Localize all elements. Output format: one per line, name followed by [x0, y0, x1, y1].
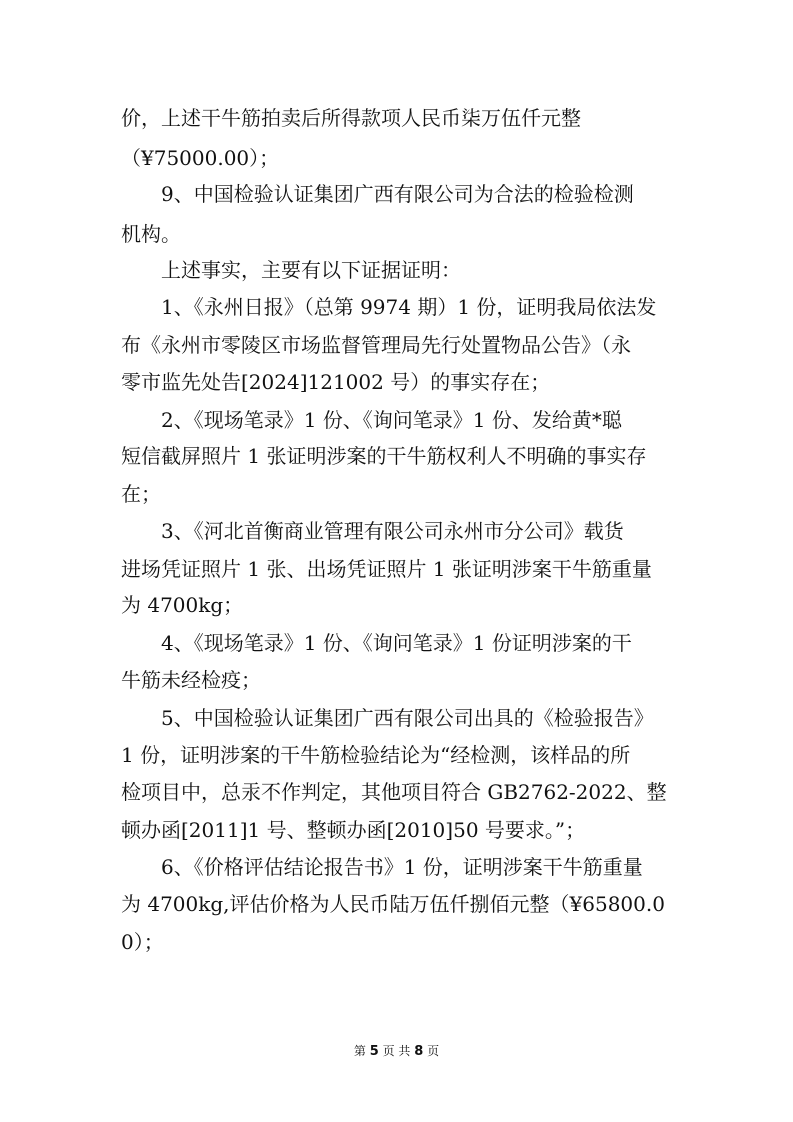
- text-line: 3、《河北首衡商业管理有限公司永州市分公司》载货: [161, 519, 624, 543]
- total-page-number: 8: [414, 1044, 424, 1059]
- text-line: 零市监先处告[2024]121002 号）的事实存在；: [121, 370, 551, 394]
- text-line: 在；: [121, 482, 161, 506]
- text-line: 1 份，证明涉案的干牛筋检验结论为“经检测，该样品的所: [121, 743, 631, 767]
- text-line: 进场凭证照片 1 张、出场凭证照片 1 张证明涉案干牛筋重量: [121, 557, 652, 581]
- text-line: 顿办函[2011]1 号、整顿办函[2010]50 号要求。”；: [121, 818, 586, 842]
- text-line: 0）；: [121, 930, 164, 954]
- footer-middle: 页 共: [382, 1044, 411, 1058]
- footer-suffix: 页: [427, 1044, 440, 1058]
- text-line: 9、中国检验认证集团广西有限公司为合法的检验检测: [161, 182, 634, 206]
- text-line: 1、《永州日报》（总第 9974 期）1 份，证明我局依法发: [161, 295, 657, 319]
- text-line: 2、《现场笔录》1 份、《询问笔录》1 份、发给黄*聪: [161, 408, 622, 432]
- text-line: （¥75000.00）；: [121, 146, 280, 170]
- text-line: 牛筋未经检疫；: [121, 668, 261, 692]
- text-line: 为 4700kg；: [121, 593, 244, 617]
- text-line: 上述事实，主要有以下证据证明：: [161, 258, 461, 282]
- current-page-number: 5: [369, 1044, 379, 1059]
- text-line: 布《永州市零陵区市场监督管理局先行处置物品公告》（永: [121, 333, 631, 357]
- text-line: 为 4700kg,评估价格为人民币陆万伍仟捌佰元整（¥65800.0: [121, 892, 665, 916]
- text-line: 4、《现场笔录》1 份、《询问笔录》1 份证明涉案的干: [161, 631, 632, 655]
- text-line: 价，上述干牛筋拍卖后所得款项人民币柒万伍仟元整: [121, 106, 581, 130]
- page-footer: [0, 1043, 793, 1060]
- text-line: 短信截屏照片 1 张证明涉案的干牛筋权利人不明确的事实存: [121, 444, 647, 468]
- text-line: 机构。: [121, 222, 181, 246]
- text-line: 6、《价格评估结论报告书》1 份，证明涉案干牛筋重量: [161, 855, 643, 879]
- footer-prefix: 第: [353, 1044, 366, 1058]
- text-line: 检项目中，总汞不作判定，其他项目符合 GB2762-2022、整: [121, 780, 667, 804]
- text-line: 5、中国检验认证集团广西有限公司出具的《检验报告》: [161, 706, 654, 730]
